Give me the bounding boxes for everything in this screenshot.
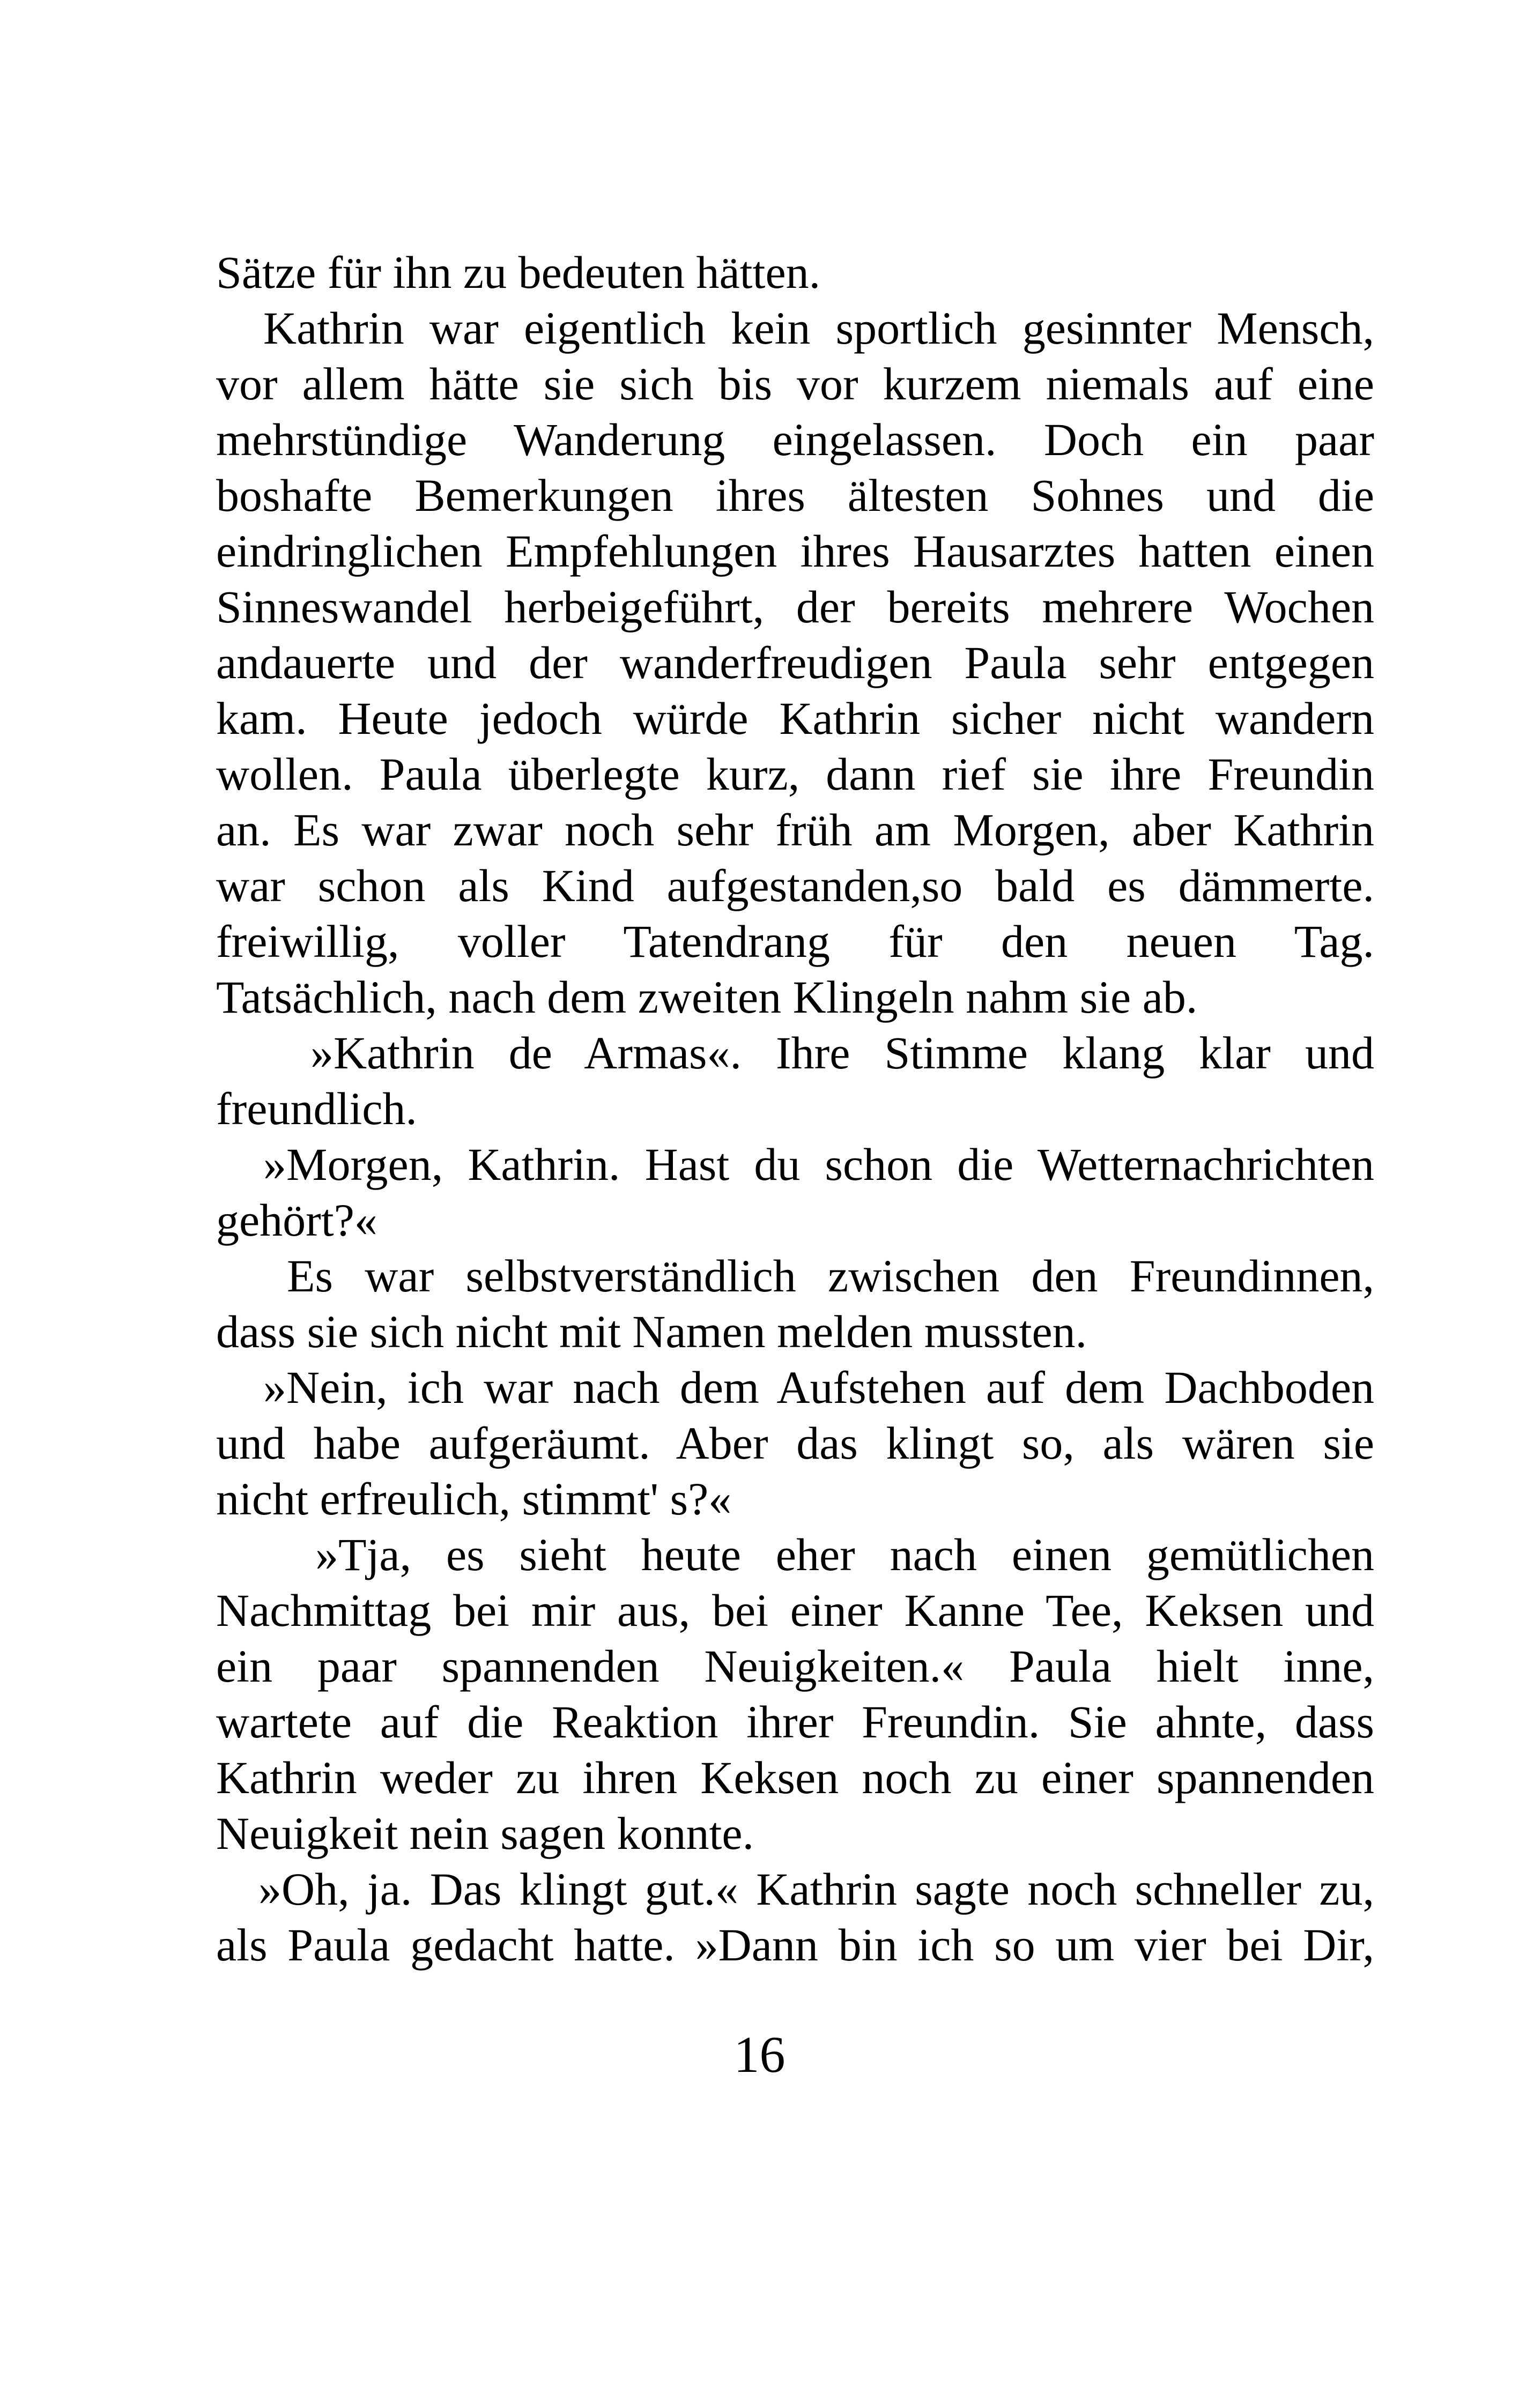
text-line: als Paula gedacht hatte. »Dann bin ich so um vier bei Dir, bbox=[216, 1919, 1374, 1971]
text-line: wollen. Paula überlegte kurz, dann rief sie ihre Freundin bbox=[216, 748, 1374, 800]
text-line: Sätze für ihn zu bedeuten hätten. bbox=[216, 247, 821, 298]
text-line: »Nein, ich war nach dem Aufstehen auf dem Dachboden bbox=[263, 1362, 1374, 1413]
text-line: freiwillig, voller Tatendrang für den neuen Tag. bbox=[216, 916, 1374, 967]
text-line: »Morgen, Kathrin. Hast du schon die Wetternachrichten bbox=[263, 1139, 1374, 1190]
text-line: freundlich. bbox=[216, 1083, 417, 1134]
text-line: kam. Heute jedoch würde Kathrin sicher nicht wandern bbox=[216, 693, 1374, 744]
text-line: Es war selbstverständlich zwischen den Freundinnen, bbox=[287, 1250, 1374, 1302]
text-line: boshafte Bemerkungen ihres ältesten Sohnes und die bbox=[216, 470, 1374, 521]
text-line: Nachmittag bei mir aus, bei einer Kanne Tee, Keksen und bbox=[216, 1585, 1374, 1636]
text-line: dass sie sich nicht mit Namen melden mussten. bbox=[216, 1306, 1087, 1357]
text-line: andauerte und der wanderfreudigen Paula sehr entgegen bbox=[216, 637, 1374, 688]
text-line: an. Es war zwar noch sehr früh am Morgen, aber Kathrin bbox=[216, 804, 1374, 856]
text-line: Sinneswandel herbeigeführt, der bereits mehrere Wochen bbox=[216, 581, 1374, 633]
text-line: Tatsächlich, nach dem zweiten Klingeln nahm sie ab. bbox=[216, 971, 1198, 1023]
text-line: »Oh, ja. Das klingt gut.« Kathrin sagte noch schneller zu, bbox=[258, 1863, 1374, 1915]
text-line: war schon als Kind aufgestanden,so bald es dämmerte. bbox=[216, 860, 1374, 911]
text-line: vor allem hätte sie sich bis vor kurzem niemals auf eine bbox=[216, 358, 1374, 410]
text-line: und habe aufgeräumt. Aber das klingt so, als wären sie bbox=[216, 1417, 1374, 1469]
text-line: Neuigkeit nein sagen konnte. bbox=[216, 1808, 754, 1859]
page-number: 16 bbox=[733, 2026, 786, 2083]
text-line: eindringlichen Empfehlungen ihres Hausarztes hatten einen bbox=[216, 525, 1374, 577]
text-line: »Kathrin de Armas«. Ihre Stimme klang klar und bbox=[310, 1027, 1374, 1079]
text-line: ein paar spannenden Neuigkeiten.« Paula hielt inne, bbox=[216, 1640, 1374, 1692]
text-line: gehört?« bbox=[216, 1194, 377, 1246]
text-line: mehrstündige Wanderung eingelassen. Doch ein paar bbox=[216, 414, 1374, 465]
body-text bbox=[216, 244, 1374, 1973]
text-line: Kathrin war eigentlich kein sportlich gesinnter Mensch, bbox=[263, 302, 1374, 354]
text-line: »Tja, es sieht heute eher nach einen gemütlichen bbox=[315, 1529, 1374, 1580]
text-line: Kathrin weder zu ihren Keksen noch zu einer spannenden bbox=[216, 1752, 1374, 1803]
text-line: nicht erfreulich, stimmt' s?« bbox=[216, 1473, 732, 1525]
text-line: wartete auf die Reaktion ihrer Freundin. Sie ahnte, dass bbox=[216, 1696, 1374, 1748]
